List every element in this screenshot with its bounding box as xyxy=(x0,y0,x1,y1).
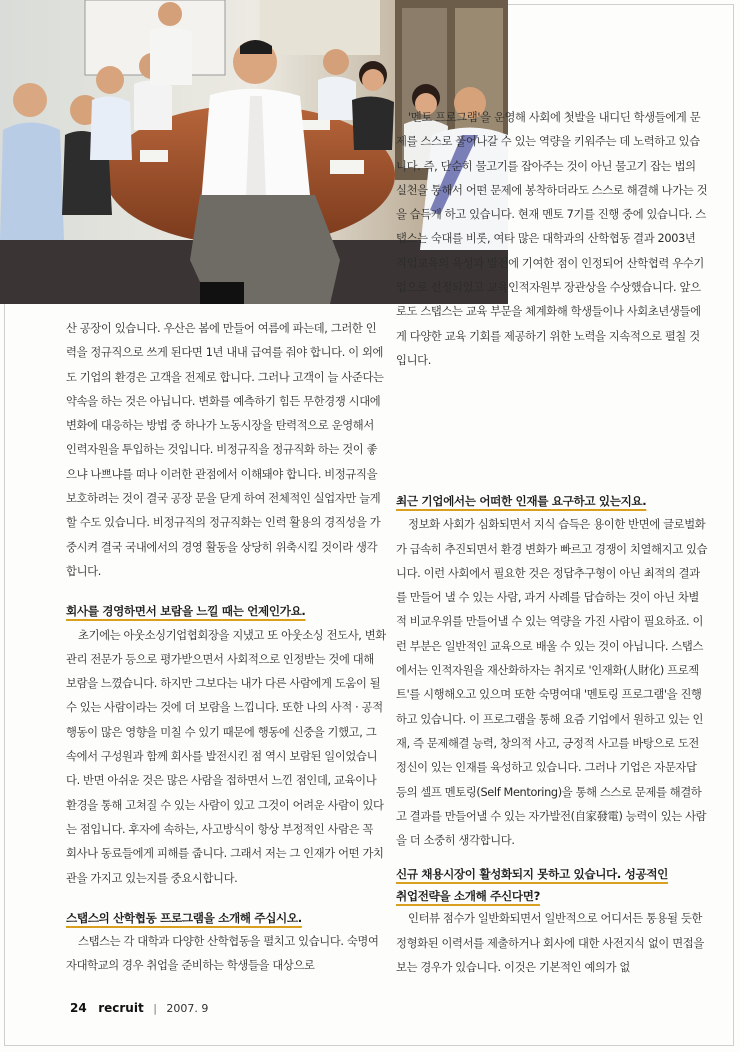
page-number: 24 xyxy=(70,1001,87,1015)
footer-separator: | xyxy=(153,1002,157,1015)
page-footer xyxy=(70,1001,208,1015)
question-heading-1: 회사를 경영하면서 보람을 느낄 때는 언제인가요. xyxy=(66,604,306,619)
question-heading-4: 신규 채용시장이 활성화되지 못하고 있습니다. 성공적인 취업전략을 소개해 주신다면? xyxy=(396,867,669,904)
right-column xyxy=(396,489,708,980)
mentor-program-paragraph: '멘토 프로그램'을 운영해 사회에 첫발을 내디딘 학생들에게 문제를 스스로 풀어나갈 수 있는 역량을 키워주는 데 노력하고 있습니다. 즉, 단순히 물고기를 잡아주는 것이 아닌 물고기 잡는 법의 실천을 통해서 어떤 문제에 봉착하더라도 스스로 해결해 나가는 것을 습득케 하고 있습니다. 현재 멘토 7기를 진행 중에 있습니다. 스탭스는 숙대를 비롯, 여타 많은 대학과의 산학협동 결과 2003년 직업교육의 육성과 발전에 기여한 점이 인정되어 산학협력 우수기업으로 선정되었고 교육인적자원부 장관상을 수상했습니다. 앞으로도 스탭스는 교육 부문을 체계화해 학생들이나 사회초년생들에게 다양한 교육 기회를 제공하기 위한 노력을 지속적으로 펼칠 것입니다. xyxy=(396,111,708,367)
answer-paragraph-4: 인터뷰 점수가 일반화되면서 일반적으로 어디서든 통용될 듯한 정형화된 이력서를 제출하거나 회사에 대한 사전지식 없이 면접을 보는 경우가 있습니다. 이것은 기본적인 예의가 없 xyxy=(396,912,704,975)
question-heading-2: 스탭스의 산학협동 프로그램을 소개해 주십시오. xyxy=(66,910,302,925)
question-heading-3: 최근 기업에서는 어떠한 인재를 요구하고 있는지요. xyxy=(396,494,647,508)
intro-paragraph: 산 공장이 있습니다. 우산은 봄에 만들어 여름에 파는데, 그러한 인력을 정규직으로 쓰게 된다면 1년 내내 급여를 줘야 합니다. 이 외에도 기업의 환경은 고객을 전제로 합니다. 그러나 고객이 늘 사준다는 약속을 하는 것은 아닙니다. 변화를 예측하기 힘든 무한경쟁 시대에 변화에 대응하는 방법 중 하나가 노동시장을 탄력적으로 운영해서 인력자원을 투입하는 것입니다. 비정규직을 정규직화 하는 것이 좋으냐 나쁘냐를 떠나 이러한 관점에서 이해돼야 합니다. 비정규직을 보호하려는 것이 결국 공장 문을 닫게 하여 전체적인 실업자만 늘게 할 수도 있습니다. 비정규직의 정규직화는 인력 활용의 경직성을 가중시켜 결국 국내에서의 경영 활동을 상당히 위축시킬 것이라 생각합니다. xyxy=(66,322,384,578)
answer-paragraph-2: 스탭스는 각 대학과 다양한 산학협동을 펼치고 있습니다. 숙명여자대학교의 경우 취업을 준비하는 학생들을 대상으로 xyxy=(66,935,379,973)
magazine-name: recruit xyxy=(98,1001,144,1015)
left-column xyxy=(66,317,386,979)
answer-paragraph-3: 정보화 사회가 심화되면서 지식 습득은 용이한 반면에 글로벌화가 급속히 추진되면서 환경 변화가 빠르고 경쟁이 치열해지고 있습니다. 이런 사회에서 필요한 것은 정답추구형이 아닌 최적의 결과를 만들어 낼 수 있는 사람, 과거 사례를 답습하는 것이 아닌 차별적 비교우위를 만들어낼 수 있는 역량을 가진 사람이 필요하죠. 이런 부분은 일반적인 교육으로 배울 수 있는 것이 아닙니다. 스탭스에서는 인적자원을 재산화하자는 취지로 '인재화(人財化) 프로젝트'를 시행해오고 있으며 또한 숙명여대 '멘토링 프로그램'을 진행하고 있습니다. 이 프로그램을 통해 요즘 기업에서 원하고 있는 인재, 즉 문제해결 능력, 창의적 사고, 긍정적 사고를 바탕으로 도전정신이 있는 인재를 육성하고 있습니다. 그러나 기업은 자문자답 등의 셀프 멘토링(Self Mentoring)을 통해 스스로 문제를 해결하고 결과를 만들어낼 수 있는 자가발전(自家發電) 능력이 있는 사람을 더 소중히 생각합니다. xyxy=(396,518,708,848)
issue-date: 2007. 9 xyxy=(166,1002,209,1015)
answer-paragraph-1: 초기에는 아웃소싱기업협회장을 지냈고 또 아웃소싱 전도사, 변화관리 전문가 등으로 평가받으면서 사회적으로 인정받는 것에 대해 보람을 느꼈습니다. 하지만 그보다는 내가 다른 사람에게 도움이 될 수 있는 사람이라는 것에 더 보람을 느낍니다. 또한 나의 사적 · 공적 행동이 많은 영향을 미칠 수 있기 때문에 행동에 신중을 기했고, 그 속에서 구성원과 함께 회사를 발전시킨 점 역시 보람된 일이었습니다. 반면 아쉬운 것은 많은 사람을 접하면서 느낀 점인데, 교육이나 환경을 통해 고쳐질 수 있는 사람이 있고 그것이 어려운 사람이 있다는 점입니다. 후자에 속하는, 사고방식이 항상 부정적인 사람은 꼭 회사나 동료들에게 피해를 줍니다. 그래서 저는 그 인재가 어떤 가치관을 가지고 있는지를 중요시합니다. xyxy=(66,628,386,885)
right-column-top xyxy=(396,106,708,373)
